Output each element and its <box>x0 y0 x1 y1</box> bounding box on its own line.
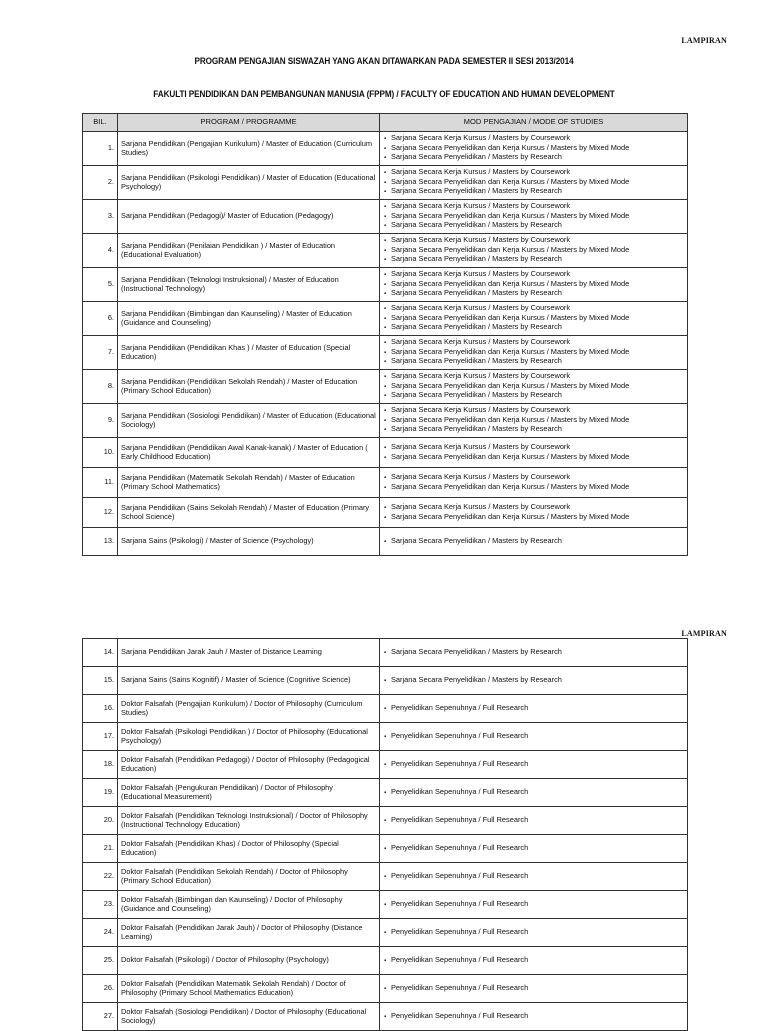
header-programme: PROGRAM / PROGRAMME <box>118 114 380 132</box>
programme-name: Sarjana Pendidikan (Sosiologi Pendidikan) / Master of Education (Educational Sociology) <box>118 404 380 438</box>
mode-of-study-item <box>384 221 684 231</box>
table-row <box>83 779 688 807</box>
programme-name: Doktor Falsafah (Pendidikan Pedagogi) / Doctor of Philosophy (Pedagogical Education) <box>118 751 380 779</box>
bullet-icon: ▪ <box>384 257 387 264</box>
mode-of-study-item <box>384 732 684 742</box>
bullet-icon: ▪ <box>384 417 387 424</box>
mode-of-study-cell <box>380 863 688 891</box>
mode-text: Sarjana Secara Penyelidikan dan Kerja Kursus / Masters by Mixed Mode <box>391 313 630 322</box>
bullet-icon: ▪ <box>384 179 387 186</box>
row-number: 19. <box>83 779 118 807</box>
bullet-icon: ▪ <box>384 705 387 712</box>
mode-text: Sarjana Secara Penyelidikan / Masters by Research <box>391 255 562 264</box>
programmes-table-page1 <box>82 113 688 556</box>
mode-of-study-item <box>384 270 684 280</box>
row-number: 25. <box>83 947 118 975</box>
mode-text: Sarjana Secara Kerja Kursus / Masters by Coursework <box>391 270 571 279</box>
mode-of-study-item <box>384 453 684 463</box>
mode-of-study-item <box>384 382 684 392</box>
row-number: 16. <box>83 695 118 723</box>
programme-name: Sarjana Sains (Psikologi) / Master of Science (Psychology) <box>118 528 380 556</box>
bullet-icon: ▪ <box>384 484 387 491</box>
mode-text: Sarjana Secara Penyelidikan dan Kerja Kursus / Masters by Mixed Mode <box>391 381 630 390</box>
table-row <box>83 268 688 302</box>
mode-of-study-item <box>384 928 684 938</box>
table-row <box>83 751 688 779</box>
mode-of-study-item <box>384 134 684 144</box>
bullet-icon: ▪ <box>384 454 387 461</box>
bullet-icon: ▪ <box>384 281 387 288</box>
table-row <box>83 947 688 975</box>
header-bil: BIL. <box>83 114 118 132</box>
table-row <box>83 639 688 667</box>
bullet-icon: ▪ <box>384 189 387 196</box>
mode-of-study-cell <box>380 132 688 166</box>
mode-text: Sarjana Secara Penyelidikan dan Kerja Kursus / Masters by Mixed Mode <box>391 143 630 152</box>
mode-text: Penyelidikan Sepenuhnya / Full Research <box>391 843 529 852</box>
mode-of-study-item <box>384 537 684 547</box>
bullet-icon: ▪ <box>384 393 387 400</box>
table-row <box>83 919 688 947</box>
mode-text: Sarjana Secara Penyelidikan / Masters by Research <box>391 289 562 298</box>
mode-of-study-cell <box>380 975 688 1003</box>
mode-of-study-cell <box>380 723 688 751</box>
programme-name: Doktor Falsafah (Pendidikan Khas) / Doctor of Philosophy (Special Education) <box>118 835 380 863</box>
bullet-icon: ▪ <box>384 238 387 245</box>
row-number: 13. <box>83 528 118 556</box>
bullet-icon: ▪ <box>384 170 387 177</box>
mode-of-study-item <box>384 956 684 966</box>
mode-text: Sarjana Secara Penyelidikan / Masters by Research <box>391 425 562 434</box>
mode-of-study-cell <box>380 302 688 336</box>
mode-text: Sarjana Secara Penyelidikan dan Kerja Kursus / Masters by Mixed Mode <box>391 245 630 254</box>
mode-text: Sarjana Secara Penyelidikan / Masters by Research <box>391 187 562 196</box>
bullet-icon: ▪ <box>384 325 387 332</box>
mode-text: Sarjana Secara Kerja Kursus / Masters by Coursework <box>391 304 571 313</box>
table-row <box>83 234 688 268</box>
programme-name: Sarjana Pendidikan (Teknologi Instruksional) / Master of Education (Instructional Technology) <box>118 268 380 302</box>
bullet-icon: ▪ <box>384 985 387 992</box>
bullet-icon: ▪ <box>384 349 387 356</box>
faculty-title: FAKULTI PENDIDIKAN DAN PEMBANGUNAN MANUSIA (FPPM) / FACULTY OF EDUCATION AND HUMAN DEVELOPMENT <box>153 89 615 100</box>
mode-text: Sarjana Secara Penyelidikan dan Kerja Kursus / Masters by Mixed Mode <box>391 211 630 220</box>
mode-of-study-cell <box>380 639 688 667</box>
mode-text: Sarjana Secara Penyelidikan / Masters by Research <box>391 647 562 656</box>
mode-of-study-item <box>384 443 684 453</box>
table-row <box>83 667 688 695</box>
table-row <box>83 370 688 404</box>
mode-of-study-cell <box>380 268 688 302</box>
row-number: 2. <box>83 166 118 200</box>
mode-of-study-item <box>384 212 684 222</box>
mode-of-study-item <box>384 314 684 324</box>
mode-text: Penyelidikan Sepenuhnya / Full Research <box>391 927 529 936</box>
bullet-icon: ▪ <box>384 538 387 545</box>
table-row <box>83 404 688 438</box>
table-body-page2 <box>83 639 688 1031</box>
mode-of-study-cell <box>380 234 688 268</box>
table-row <box>83 132 688 166</box>
lampiran-label-page1: LAMPIRAN <box>681 36 727 45</box>
row-number: 9. <box>83 404 118 438</box>
table-row <box>83 336 688 370</box>
mode-of-study-item <box>384 513 684 523</box>
bullet-icon: ▪ <box>384 761 387 768</box>
row-number: 20. <box>83 807 118 835</box>
mode-of-study-item <box>384 246 684 256</box>
table-row <box>83 835 688 863</box>
table-row <box>83 498 688 528</box>
bullet-icon: ▪ <box>384 427 387 434</box>
programme-name: Sarjana Pendidikan (Pendidikan Khas ) / Master of Education (Special Education) <box>118 336 380 370</box>
mode-of-study-item <box>384 323 684 333</box>
mode-of-study-cell <box>380 498 688 528</box>
bullet-icon: ▪ <box>384 359 387 366</box>
bullet-icon: ▪ <box>384 204 387 211</box>
mode-of-study-cell <box>380 751 688 779</box>
programme-name: Sarjana Pendidikan (Penilaian Pendidikan ) / Master of Education (Educational Evaluation) <box>118 234 380 268</box>
programme-name: Sarjana Pendidikan (Bimbingan dan Kaunseling) / Master of Education (Guidance and Counseling) <box>118 302 380 336</box>
row-number: 1. <box>83 132 118 166</box>
mode-text: Sarjana Secara Kerja Kursus / Masters by Coursework <box>391 472 571 481</box>
mode-of-study-cell <box>380 947 688 975</box>
programme-name: Sarjana Sains (Sains Kognitif) / Master of Science (Cognitive Science) <box>118 667 380 695</box>
mode-text: Sarjana Secara Penyelidikan / Masters by Research <box>391 221 562 230</box>
bullet-icon: ▪ <box>384 504 387 511</box>
mode-text: Sarjana Secara Penyelidikan dan Kerja Kursus / Masters by Mixed Mode <box>391 482 630 491</box>
programme-name: Doktor Falsafah (Sosiologi Pendidikan) / Doctor of Philosophy (Educational Sociology) <box>118 1003 380 1031</box>
mode-of-study-item <box>384 144 684 154</box>
mode-of-study-cell <box>380 779 688 807</box>
row-number: 17. <box>83 723 118 751</box>
programme-name: Doktor Falsafah (Pendidikan Matematik Sekolah Rendah) / Doctor of Philosophy (Primary School Mathematics Education) <box>118 975 380 1003</box>
programme-name: Doktor Falsafah (Bimbingan dan Kaunseling) / Doctor of Philosophy (Guidance and Counseling) <box>118 891 380 919</box>
mode-text: Sarjana Secara Kerja Kursus / Masters by Coursework <box>391 134 571 143</box>
mode-text: Penyelidikan Sepenuhnya / Full Research <box>391 731 529 740</box>
bullet-icon: ▪ <box>384 272 387 279</box>
mode-of-study-item <box>384 391 684 401</box>
mode-of-study-item <box>384 304 684 314</box>
mode-text: Sarjana Secara Penyelidikan / Masters by Research <box>391 675 562 684</box>
row-number: 10. <box>83 438 118 468</box>
mode-of-study-cell <box>380 438 688 468</box>
mode-of-study-cell <box>380 919 688 947</box>
row-number: 26. <box>83 975 118 1003</box>
mode-of-study-item <box>384 704 684 714</box>
programme-name: Sarjana Pendidikan (Pengajian Kurikulum) / Master of Education (Curriculum Studies) <box>118 132 380 166</box>
row-number: 12. <box>83 498 118 528</box>
table-row <box>83 302 688 336</box>
bullet-icon: ▪ <box>384 677 387 684</box>
table-row <box>83 528 688 556</box>
table-row <box>83 1003 688 1031</box>
programme-name: Doktor Falsafah (Pendidikan Jarak Jauh) / Doctor of Philosophy (Distance Learning) <box>118 919 380 947</box>
bullet-icon: ▪ <box>384 1013 387 1020</box>
row-number: 27. <box>83 1003 118 1031</box>
mode-of-study-cell <box>380 891 688 919</box>
table-row <box>83 723 688 751</box>
mode-of-study-item <box>384 816 684 826</box>
row-number: 5. <box>83 268 118 302</box>
row-number: 14. <box>83 639 118 667</box>
table-row <box>83 200 688 234</box>
mode-of-study-item <box>384 844 684 854</box>
row-number: 7. <box>83 336 118 370</box>
mode-text: Sarjana Secara Penyelidikan dan Kerja Kursus / Masters by Mixed Mode <box>391 347 630 356</box>
mode-text: Penyelidikan Sepenuhnya / Full Research <box>391 871 529 880</box>
mode-text: Sarjana Secara Kerja Kursus / Masters by Coursework <box>391 168 571 177</box>
row-number: 24. <box>83 919 118 947</box>
bullet-icon: ▪ <box>384 145 387 152</box>
mode-of-study-cell <box>380 528 688 556</box>
mode-text: Sarjana Secara Penyelidikan dan Kerja Kursus / Masters by Mixed Mode <box>391 415 630 424</box>
mode-text: Sarjana Secara Kerja Kursus / Masters by Coursework <box>391 202 571 211</box>
programme-name: Sarjana Pendidikan (Matematik Sekolah Rendah) / Master of Education (Primary School Mathematics) <box>118 468 380 498</box>
mode-of-study-item <box>384 1012 684 1022</box>
table-row <box>83 695 688 723</box>
mode-of-study-item <box>384 648 684 658</box>
mode-text: Sarjana Secara Kerja Kursus / Masters by Coursework <box>391 406 571 415</box>
programme-name: Sarjana Pendidikan (Psikologi Pendidikan) / Master of Education (Educational Psychology) <box>118 166 380 200</box>
programme-name: Doktor Falsafah (Pendidikan Teknologi Instruksional) / Doctor of Philosophy (Instructional Technology Education) <box>118 807 380 835</box>
row-number: 8. <box>83 370 118 404</box>
mode-text: Sarjana Secara Kerja Kursus / Masters by Coursework <box>391 338 571 347</box>
bullet-icon: ▪ <box>384 845 387 852</box>
bullet-icon: ▪ <box>384 789 387 796</box>
bullet-icon: ▪ <box>384 213 387 220</box>
row-number: 23. <box>83 891 118 919</box>
bullet-icon: ▪ <box>384 733 387 740</box>
table-row <box>83 863 688 891</box>
bullet-icon: ▪ <box>384 649 387 656</box>
row-number: 3. <box>83 200 118 234</box>
bullet-icon: ▪ <box>384 155 387 162</box>
table-row <box>83 807 688 835</box>
programme-name: Doktor Falsafah (Pengukuran Pendidikan) / Doctor of Philosophy (Educational Measurement) <box>118 779 380 807</box>
mode-of-study-cell <box>380 200 688 234</box>
programmes-table-page2 <box>82 638 688 1031</box>
mode-text: Sarjana Secara Kerja Kursus / Masters by Coursework <box>391 442 571 451</box>
row-number: 21. <box>83 835 118 863</box>
bullet-icon: ▪ <box>384 340 387 347</box>
mode-text: Sarjana Secara Kerja Kursus / Masters by Coursework <box>391 372 571 381</box>
mode-of-study-cell <box>380 667 688 695</box>
mode-of-study-cell <box>380 336 688 370</box>
bullet-icon: ▪ <box>384 291 387 298</box>
programme-name: Doktor Falsafah (Pendidikan Sekolah Rendah) / Doctor of Philosophy (Primary School Education) <box>118 863 380 891</box>
programme-name: Sarjana Pendidikan (Pendidikan Sekolah Rendah) / Master of Education (Primary School Education) <box>118 370 380 404</box>
mode-text: Sarjana Secara Penyelidikan / Masters by Research <box>391 153 562 162</box>
mode-of-study-cell <box>380 1003 688 1031</box>
bullet-icon: ▪ <box>384 374 387 381</box>
mode-text: Penyelidikan Sepenuhnya / Full Research <box>391 983 529 992</box>
mode-of-study-item <box>384 348 684 358</box>
mode-of-study-item <box>384 236 684 246</box>
mode-of-study-item <box>384 788 684 798</box>
mode-of-study-cell <box>380 695 688 723</box>
bullet-icon: ▪ <box>384 901 387 908</box>
mode-text: Sarjana Secara Penyelidikan / Masters by Research <box>391 323 562 332</box>
mode-of-study-item <box>384 255 684 265</box>
row-number: 18. <box>83 751 118 779</box>
mode-of-study-item <box>384 473 684 483</box>
programme-name: Sarjana Pendidikan (Pendidikan Awal Kanak-kanak) / Master of Education ( Early Childhood Education) <box>118 438 380 468</box>
mode-text: Sarjana Secara Penyelidikan / Masters by Research <box>391 357 562 366</box>
mode-of-study-item <box>384 187 684 197</box>
mode-text: Penyelidikan Sepenuhnya / Full Research <box>391 1011 529 1020</box>
mode-of-study-item <box>384 202 684 212</box>
mode-of-study-item <box>384 372 684 382</box>
mode-text: Sarjana Secara Kerja Kursus / Masters by Coursework <box>391 502 571 511</box>
mode-of-study-item <box>384 416 684 426</box>
mode-of-study-item <box>384 503 684 513</box>
bullet-icon: ▪ <box>384 957 387 964</box>
programme-name: Sarjana Pendidikan (Pedagogi)/ Master of Education (Pedagogy) <box>118 200 380 234</box>
mode-text: Penyelidikan Sepenuhnya / Full Research <box>391 787 529 796</box>
row-number: 22. <box>83 863 118 891</box>
table-header-row <box>83 114 688 132</box>
bullet-icon: ▪ <box>384 873 387 880</box>
mode-of-study-cell <box>380 404 688 438</box>
mode-of-study-item <box>384 984 684 994</box>
mode-of-study-item <box>384 289 684 299</box>
mode-text: Sarjana Secara Penyelidikan dan Kerja Kursus / Masters by Mixed Mode <box>391 512 630 521</box>
mode-text: Penyelidikan Sepenuhnya / Full Research <box>391 955 529 964</box>
mode-of-study-item <box>384 676 684 686</box>
programme-name: Doktor Falsafah (Psikologi) / Doctor of Philosophy (Psychology) <box>118 947 380 975</box>
bullet-icon: ▪ <box>384 408 387 415</box>
bullet-icon: ▪ <box>384 223 387 230</box>
mode-text: Penyelidikan Sepenuhnya / Full Research <box>391 759 529 768</box>
table-row <box>83 468 688 498</box>
bullet-icon: ▪ <box>384 929 387 936</box>
programme-name: Sarjana Pendidikan Jarak Jauh / Master of Distance Learning <box>118 639 380 667</box>
mode-text: Sarjana Secara Penyelidikan / Masters by Research <box>391 391 562 400</box>
mode-text: Sarjana Secara Kerja Kursus / Masters by Coursework <box>391 236 571 245</box>
mode-of-study-item <box>384 760 684 770</box>
bullet-icon: ▪ <box>384 306 387 313</box>
mode-of-study-item <box>384 406 684 416</box>
table-row <box>83 975 688 1003</box>
mode-of-study-item <box>384 338 684 348</box>
document-title: PROGRAM PENGAJIAN SISWAZAH YANG AKAN DITAWARKAN PADA SEMESTER II SESI 2013/2014 <box>194 56 574 67</box>
row-number: 4. <box>83 234 118 268</box>
bullet-icon: ▪ <box>384 136 387 143</box>
mode-text: Penyelidikan Sepenuhnya / Full Research <box>391 815 529 824</box>
mode-of-study-item <box>384 872 684 882</box>
mode-of-study-cell <box>380 468 688 498</box>
bullet-icon: ▪ <box>384 514 387 521</box>
mode-of-study-cell <box>380 166 688 200</box>
bullet-icon: ▪ <box>384 444 387 451</box>
mode-of-study-item <box>384 483 684 493</box>
header-mode: MOD PENGAJIAN / MODE OF STUDIES <box>380 114 688 132</box>
mode-text: Sarjana Secara Penyelidikan dan Kerja Kursus / Masters by Mixed Mode <box>391 279 630 288</box>
mode-text: Penyelidikan Sepenuhnya / Full Research <box>391 899 529 908</box>
mode-text: Sarjana Secara Penyelidikan dan Kerja Kursus / Masters by Mixed Mode <box>391 177 630 186</box>
mode-of-study-item <box>384 357 684 367</box>
row-number: 15. <box>83 667 118 695</box>
mode-of-study-cell <box>380 370 688 404</box>
programme-name: Doktor Falsafah (Pengajian Kurikulum) / Doctor of Philosophy (Curriculum Studies) <box>118 695 380 723</box>
mode-of-study-item <box>384 178 684 188</box>
programme-name: Sarjana Pendidikan (Sains Sekolah Rendah) / Master of Education (Primary School Science) <box>118 498 380 528</box>
bullet-icon: ▪ <box>384 315 387 322</box>
mode-text: Penyelidikan Sepenuhnya / Full Research <box>391 703 529 712</box>
table-row <box>83 438 688 468</box>
mode-of-study-cell <box>380 835 688 863</box>
mode-of-study-item <box>384 153 684 163</box>
programme-name: Doktor Falsafah (Psikologi Pendidikan ) / Doctor of Philosophy (Educational Psychology) <box>118 723 380 751</box>
bullet-icon: ▪ <box>384 247 387 254</box>
table-row <box>83 891 688 919</box>
lampiran-label-page2: LAMPIRAN <box>681 629 727 638</box>
bullet-icon: ▪ <box>384 383 387 390</box>
mode-of-study-item <box>384 280 684 290</box>
row-number: 11. <box>83 468 118 498</box>
mode-of-study-item <box>384 425 684 435</box>
mode-of-study-item <box>384 168 684 178</box>
table-row <box>83 166 688 200</box>
bullet-icon: ▪ <box>384 817 387 824</box>
mode-of-study-item <box>384 900 684 910</box>
table-body-page1 <box>83 132 688 556</box>
mode-text: Sarjana Secara Penyelidikan / Masters by Research <box>391 536 562 545</box>
mode-text: Sarjana Secara Penyelidikan dan Kerja Kursus / Masters by Mixed Mode <box>391 452 630 461</box>
row-number: 6. <box>83 302 118 336</box>
bullet-icon: ▪ <box>384 474 387 481</box>
mode-of-study-cell <box>380 807 688 835</box>
